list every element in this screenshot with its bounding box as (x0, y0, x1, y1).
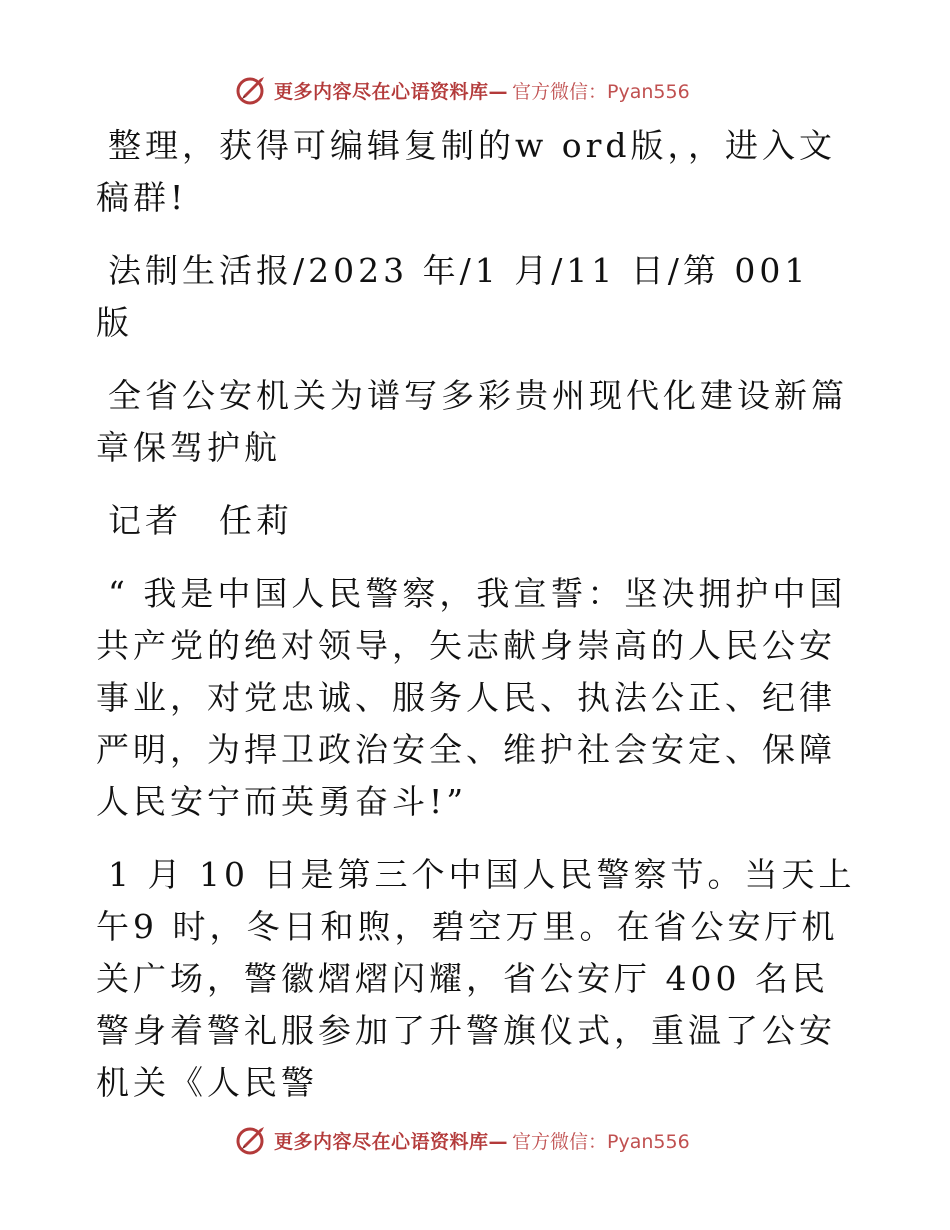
paragraph-intro: 整理，获得可编辑复制的w ord版，，进入文稿群! (96, 126, 837, 217)
document-body (96, 120, 856, 1130)
header-site-text: 更多内容尽在心语资料库— (274, 80, 509, 103)
paragraph-byline: 记者 任莉 (108, 501, 293, 540)
paragraph-headline: 全省公安机关为谱写多彩贵州现代化建设新篇章保驾护航 (96, 376, 848, 467)
header-banner-content (234, 70, 690, 110)
footer-banner-content (234, 1120, 690, 1160)
quill-pen-logo-icon (234, 73, 268, 107)
quill-pen-logo-icon (234, 1123, 268, 1157)
paragraph-oath-quote: “ 我是中国人民警察，我宣誓：坚决拥护中国共产党的绝对领导，矢志献身崇高的人民公安事业，对党忠诚、服务人民、执法公正、纪律严明，为捍卫政治安全、维护社会安定、保障人民安宁而英勇奋斗!” (96, 574, 847, 821)
paragraph-source-line: 法制生活报/2023 年/1 月/11 日/第 001 版 (96, 251, 810, 342)
header-wechat-text: 官方微信：Pyan556 (512, 80, 690, 103)
header-banner (0, 70, 950, 110)
footer-site-text: 更多内容尽在心语资料库— (274, 1130, 509, 1153)
paragraph-body: 1 月 10 日是第三个中国人民警察节。当天上午9 时，冬日和煦，碧空万里。在省公安厅机关广场，警徽熠熠闪耀，省公安厅 400 名民警身着警礼服参加了升警旗仪式，重温了公安机关《人民警 (96, 855, 856, 1102)
footer-banner (0, 1120, 950, 1160)
footer-wechat-text: 官方微信：Pyan556 (512, 1130, 690, 1153)
